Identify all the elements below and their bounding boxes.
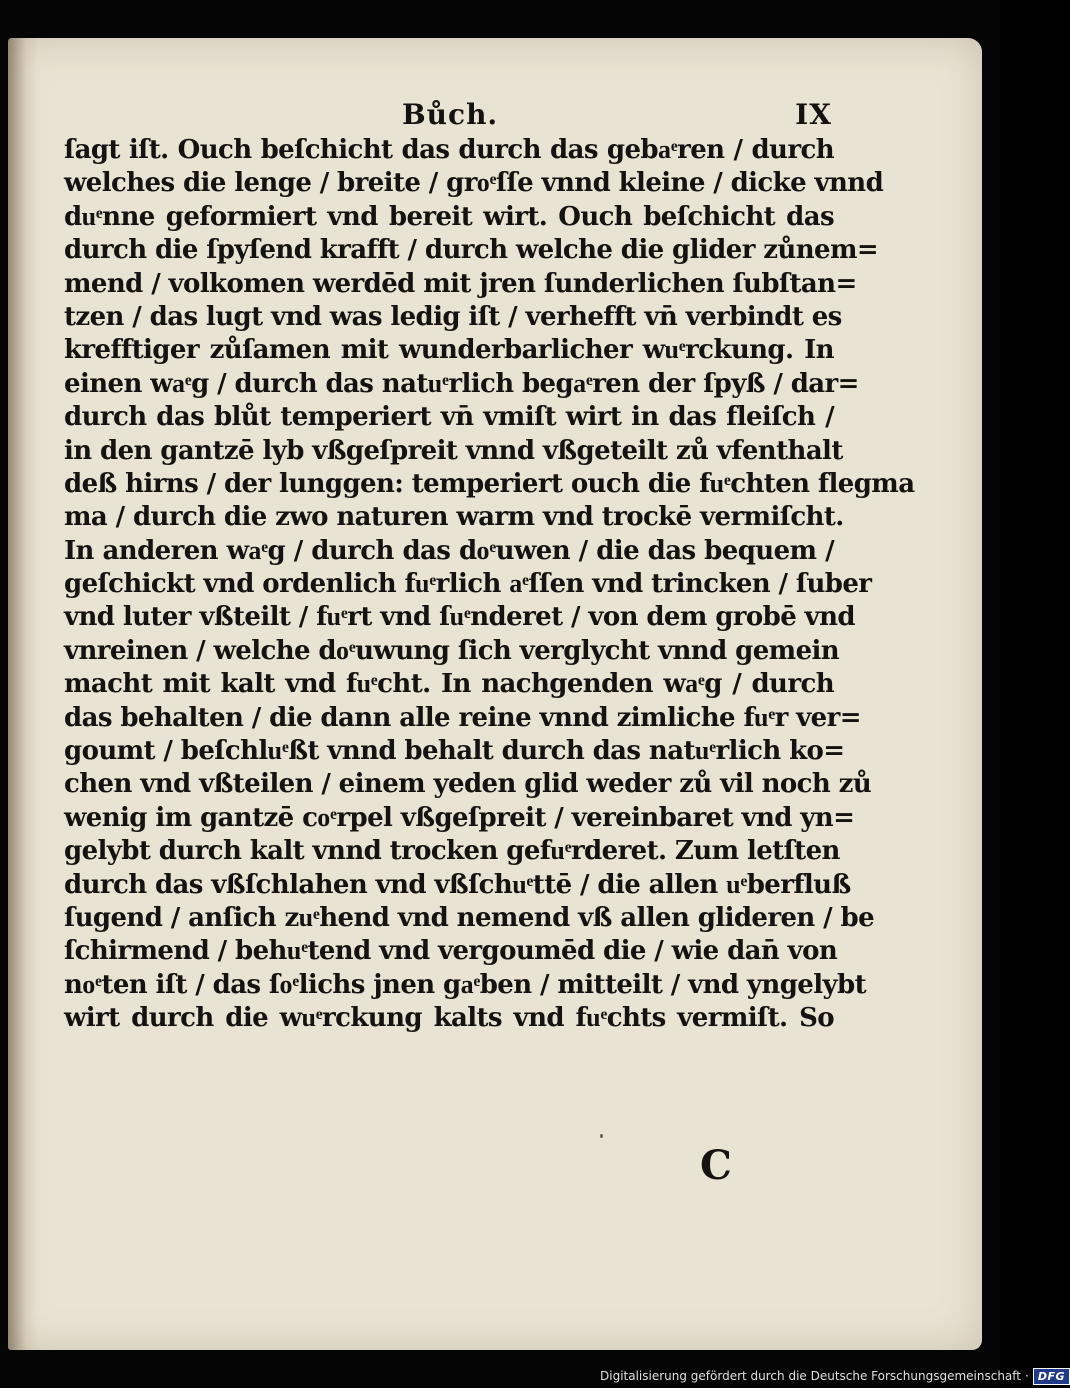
book-page xyxy=(8,38,982,1350)
text-line: ſugend / anſich zuͤhend vnd nemend vß allen glideren / be xyxy=(64,902,875,933)
footer-credit-text: Digitalisierung gefördert durch die Deutsche Forschungsgemeinschaft xyxy=(600,1369,1022,1383)
text-line: durch das blůt temperiert vn̄ vmiſt wirt in das fleiſch / xyxy=(64,402,834,433)
text-line: durch die ſpyſend krafft / durch welche die glider zůnem= xyxy=(64,235,879,266)
catchword: C xyxy=(700,1142,732,1189)
text-line: vnreinen / welche doͤuwung ſich verglycht vnnd gemein xyxy=(64,635,840,666)
text-line: das behalten / die dann alle reine vnnd zimliche fuͤr ver= xyxy=(64,702,861,733)
text-block xyxy=(64,134,915,1036)
text-line: krefftiger zůſamen mit wunderbarlicher wuͤrckung. In xyxy=(64,335,834,366)
running-head: Bůch. xyxy=(402,98,499,131)
text-line: mend / volkomen werdēd mit jren ſunderlichen ſubſtan= xyxy=(64,268,857,299)
text-line: vnd luter vßteilt / fuͤrt vnd ſuͤnderet / von dem grobē vnd xyxy=(64,602,855,633)
text-line: deß hirns / der lunggen: temperiert ouch die fuͤchten flegma xyxy=(64,468,915,499)
text-line: durch das vßſchlahen vnd vßſchuͤttē / die allen uͤberfluß xyxy=(64,869,851,900)
page-headline xyxy=(64,94,832,138)
text-line: wenig im gantzē coͤrpel vßgeſpreit / vereinbaret vnd yn= xyxy=(64,802,855,833)
text-line: geſchickt vnd ordenlich fuͤrlich aͤſſen vnd trincken / ſuber xyxy=(64,569,872,600)
paper-speck xyxy=(600,1134,603,1138)
text-line: chen vnd vßteilen / einem yeden glid weder zů vil noch zů xyxy=(64,769,872,800)
text-line: welches die lenge / breite / groͤſſe vnnd kleine / dicke vnnd xyxy=(64,168,884,199)
footer-separator: · xyxy=(1025,1369,1029,1383)
text-line: noͤten iſt / das ſoͤlichs jnen gaͤben / mitteilt / vnd yngelybt xyxy=(64,969,867,1000)
text-line: ſchirmend / behuͤtend vnd vergoumēd die / wie dan̄ von xyxy=(64,936,838,967)
text-line: gelybt durch kalt vnnd trocken gefuͤrderet. Zum letſten xyxy=(64,836,840,867)
dfg-logo: DFG xyxy=(1033,1368,1070,1385)
text-line: goumt / beſchluͤßt vnnd behalt durch das natuͤrlich ko= xyxy=(64,736,845,767)
text-line: einen waͤg / durch das natuͤrlich begaͤren der ſpyß / dar= xyxy=(64,368,859,399)
text-line: duͤnne geformiert vnd bereit wirt. Ouch beſchicht das xyxy=(64,201,834,232)
text-line: wirt durch die wuͤrckung kalts vnd fuͤchts vermiſt. So xyxy=(64,1003,834,1034)
folio-number: IX xyxy=(795,98,832,131)
text-line: tzen / das lugt vnd was ledig iſt / verhefft vn̄ verbindt es xyxy=(64,301,842,332)
text-line: In anderen waͤg / durch das doͤuwen / die das bequem / xyxy=(64,535,834,566)
page-gutter-shadow xyxy=(8,38,38,1350)
text-line: ma / durch die zwo naturen warm vnd trockē vermiſcht. xyxy=(64,502,844,533)
text-line: in den gantzē lyb vßgeſpreit vnnd vßgeteilt zů vfenthalt xyxy=(64,435,843,466)
footer-credit xyxy=(600,1366,1070,1386)
text-line: ſagt iſt. Ouch beſchicht das durch das gebaͤren / durch xyxy=(64,135,834,165)
text-line: macht mit kalt vnd fuͤcht. In nachgenden waͤg / durch xyxy=(64,669,834,700)
